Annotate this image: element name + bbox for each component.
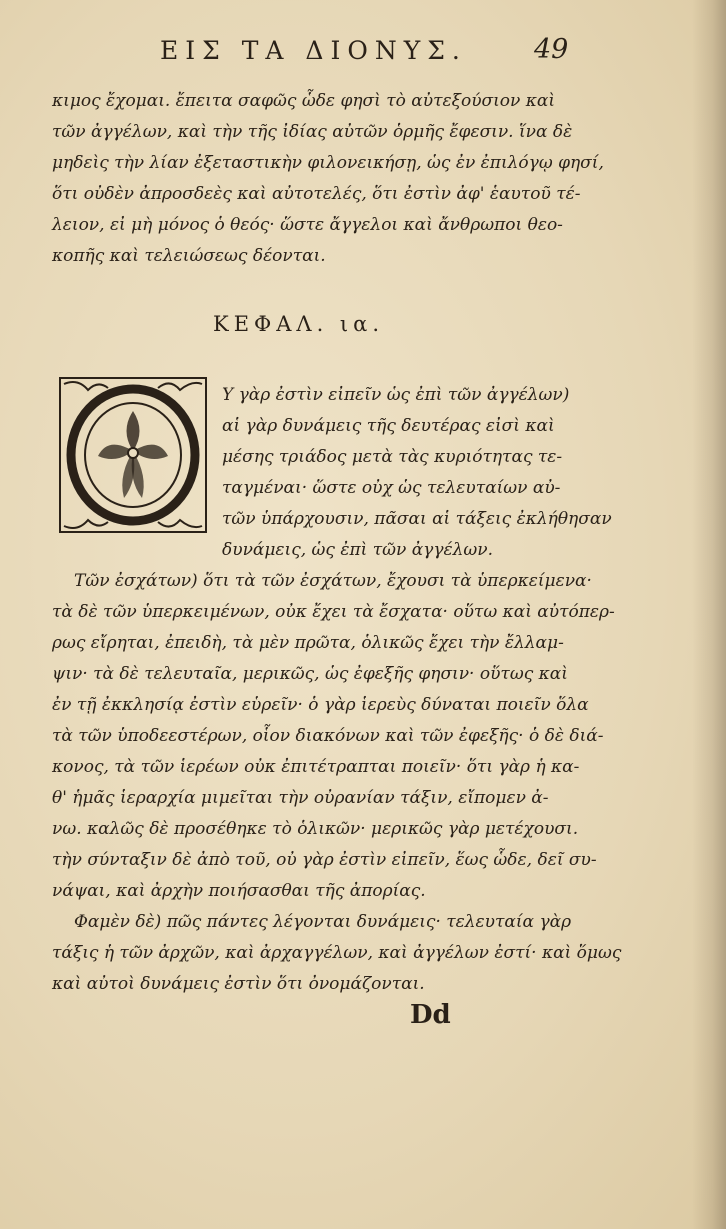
drop-cap-paragraph: [222, 380, 612, 535]
text-line: δυνάμεις, ὡς ἐπὶ τῶν ἀγγέλων.: [222, 540, 494, 560]
text-line: ὅτι οὐδὲν ἀπροσδεὲς καὶ αὐτοτελές, ὅτι ἐστὶν ἀφ' ἑαυτοῦ τέ-: [52, 184, 581, 204]
text-line: τῶν ὑπάρχουσιν, πᾶσαι αἱ τάξεις ἐκλήθησαν: [222, 509, 612, 529]
text-line: θ' ἡμᾶς ἱεραρχία μιμεῖται τὴν οὐρανίαν τάξιν, εἴπομεν ἀ-: [52, 788, 549, 808]
text-line: νω. καλῶς δὲ προσέθηκε τὸ ὁλικῶν· μερικῶς γὰρ μετέχουσι.: [52, 819, 579, 839]
text-line: τάξις ἡ τῶν ἀρχῶν, καὶ ἀρχαγγέλων, καὶ ἀγγέλων ἐστί· καὶ ὅμως: [52, 943, 622, 963]
text-line: Τῶν ἐσχάτων) ὅτι τὰ τῶν ἐσχάτων, ἔχουσι τὰ ὑπερκείμενα·: [74, 571, 592, 591]
running-head: ΕΙΣ ΤΑ ΔΙΟΝΥΣ.: [160, 36, 467, 65]
drop-cap-paragraph-end: [222, 535, 726, 566]
text-line: Υ γὰρ ἐστὶν εἰπεῖν ὡς ἐπὶ τῶν ἀγγέλων): [222, 385, 570, 405]
text-line: μηδεὶς τὴν λίαν ἐξεταστικὴν φιλονεικήσῃ, ὡς ἐν ἐπιλόγῳ φησί,: [52, 153, 604, 173]
text-line: ψιν· τὰ δὲ τελευταῖα, μερικῶς, ὡς ἐφεξῆς φησιν· οὕτως καὶ: [52, 664, 568, 684]
page-number: 49: [534, 34, 569, 65]
main-paragraph: [52, 566, 615, 907]
text-line: Φαμὲν δὲ) πῶς πάντες λέγονται δυνάμεις· τελευταία γὰρ: [74, 912, 572, 932]
top-paragraph: [52, 86, 604, 272]
text-line: καὶ αὐτοὶ δυνάμεις ἐστὶν ὅτι ὀνομάζονται.: [52, 974, 425, 994]
text-line: τὴν σύνταξιν δὲ ἀπὸ τοῦ, οὐ γὰρ ἐστὶν εἰπεῖν, ἕως ὧδε, δεῖ συ-: [52, 850, 597, 870]
ornamental-initial: [58, 376, 208, 534]
text-line: ἐν τῇ ἐκκλησίᾳ ἐστὶν εὑρεῖν· ὁ γὰρ ἱερεὺς δύναται ποιεῖν ὅλα: [52, 695, 589, 715]
text-line: κονος, τὰ τῶν ἱερέων οὐκ ἐπιτέτραπται ποιεῖν· ὅτι γὰρ ἡ κα-: [52, 757, 580, 777]
text-line: τὰ τῶν ὑποδεεστέρων, οἷον διακόνων καὶ τῶν ἐφεξῆς· ὁ δὲ διά-: [52, 726, 604, 746]
text-line: ρως εἴρηται, ἐπειδὴ, τὰ μὲν πρῶτα, ὁλικῶς ἔχει τὴν ἔλλαμ-: [52, 633, 564, 653]
text-line: ταγμέναι· ὥστε οὐχ ὡς τελευταίων αὐ-: [222, 478, 561, 498]
page-header: [0, 36, 726, 72]
text-line: λειον, εἰ μὴ μόνος ὁ θεός· ὥστε ἄγγελοι καὶ ἄνθρωποι θεο-: [52, 215, 563, 235]
text-line: νάψαι, καὶ ἀρχὴν ποιήσασθαι τῆς ἀπορίας.: [52, 881, 426, 901]
final-paragraph: [52, 907, 622, 1000]
catchword: Dd: [410, 1000, 451, 1030]
chapter-heading: ΚΕΦΑΛ. ια.: [213, 312, 385, 336]
text-line: κιμος ἔχομαι. ἔπειτα σαφῶς ὧδε φησὶ τὸ αὐτεξούσιον καὶ: [52, 91, 556, 111]
text-line: κοπῆς καὶ τελειώσεως δέονται.: [52, 246, 326, 266]
text-line: τὰ δὲ τῶν ὑπερκειμένων, οὐκ ἔχει τὰ ἔσχατα· οὕτω καὶ αὐτόπερ-: [52, 602, 615, 622]
text-line: τῶν ἀγγέλων, καὶ τὴν τῆς ἰδίας αὐτῶν ὁρμῆς ἔφεσιν. ἵνα δὲ: [52, 122, 573, 142]
text-line: αἱ γὰρ δυνάμεις τῆς δευτέρας εἰσὶ καὶ: [222, 416, 555, 436]
page-gutter-shadow: [692, 0, 726, 1229]
text-line: μέσης τριάδος μετὰ τὰς κυριότητας τε-: [222, 447, 563, 467]
